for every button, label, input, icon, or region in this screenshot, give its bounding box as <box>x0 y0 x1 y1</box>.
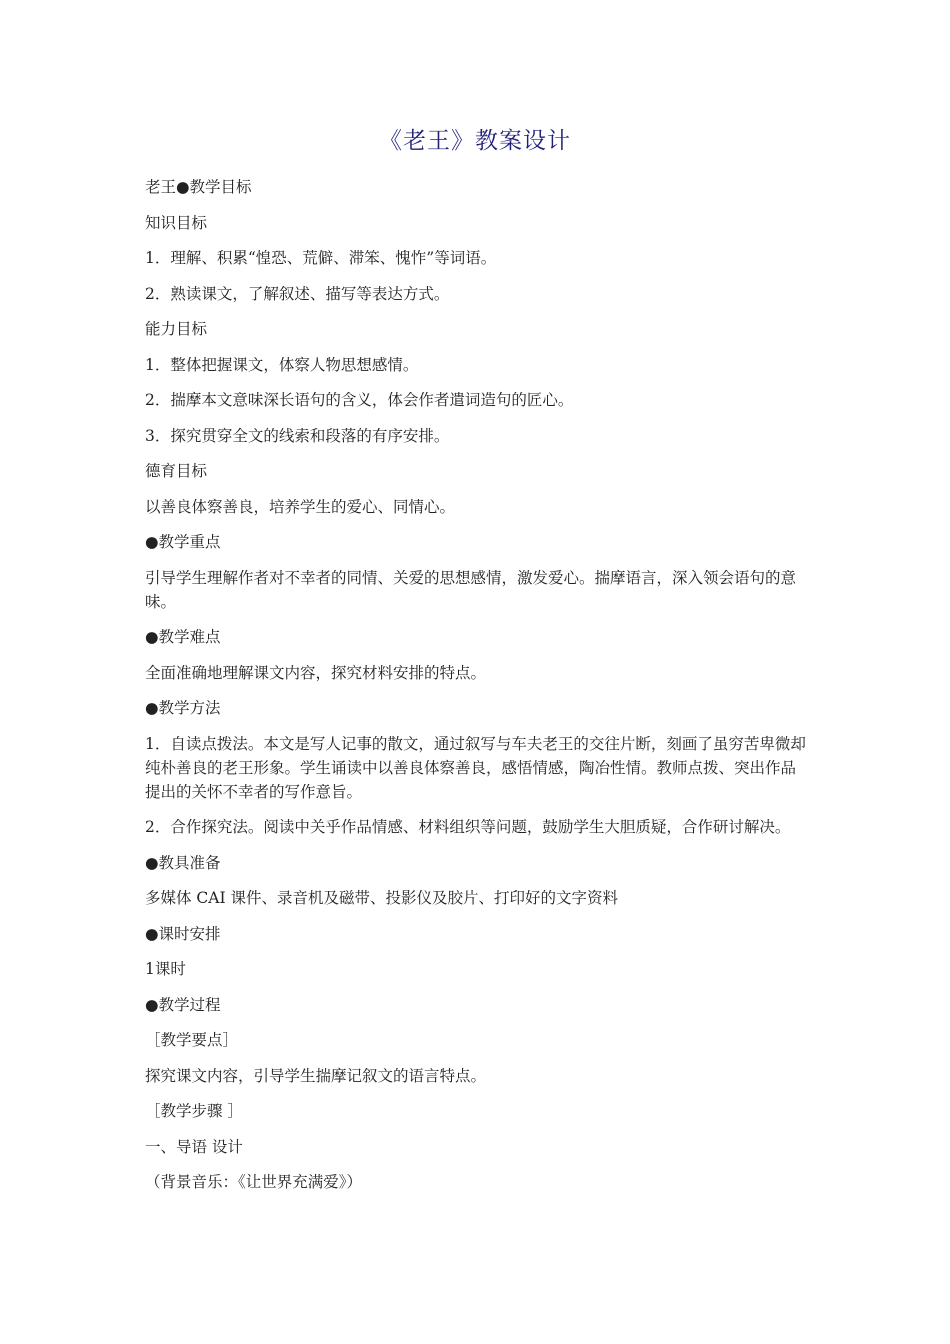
section-heading: 知识目标 <box>145 213 208 232</box>
paragraph: 全面准确地理解课文内容，探究材料安排的特点。 <box>145 663 487 682</box>
section-heading: ●教具准备 <box>145 853 221 872</box>
paragraph: 2．揣摩本文意味深长语句的含义，体会作者遣词造句的匠心。 <box>145 391 574 409</box>
paragraph: 1．整体把握课文，体察人物思想感情。 <box>145 355 419 374</box>
paragraph: 1课时 <box>145 960 186 978</box>
paragraph: 1．理解、积累“惶恐、荒僻、滞笨、愧怍”等词语。 <box>145 249 497 267</box>
section-heading: ●教学重点 <box>145 533 221 551</box>
paragraph: ［教学要点］ <box>145 1031 239 1049</box>
paragraph: 一、导语 设计 <box>145 1137 243 1156</box>
section-heading: 能力目标 <box>145 320 208 338</box>
paragraph: 探究课文内容，引导学生揣摩记叙文的语言特点。 <box>145 1066 487 1085</box>
paragraph: 2．熟读课文，了解叙述、描写等表达方式。 <box>145 284 450 303</box>
section-heading: ●教学方法 <box>145 699 221 717</box>
section-heading: 德育目标 <box>145 462 208 480</box>
section-heading: ●教学过程 <box>145 995 221 1014</box>
paragraph: 以善良体察善良，培养学生的爱心、同情心。 <box>145 497 456 516</box>
section-heading: ●课时安排 <box>145 924 221 943</box>
paragraph: ［教学步骤 ］ <box>145 1102 243 1120</box>
section-heading: ●教学难点 <box>145 628 221 646</box>
document-title: 《老王》教案设计 <box>379 128 571 154</box>
paragraph: 2．合作探究法。阅读中关乎作品情感、材料组织等问题，鼓励学生大胆质疑，合作研讨解决。 <box>145 818 791 836</box>
document-body <box>145 175 810 1206</box>
paragraph: 老王●教学目标 <box>145 178 252 196</box>
paragraph: 3．探究贯穿全文的线索和段落的有序安排。 <box>145 426 450 445</box>
paragraph: 多媒体 CAI 课件、录音机及磁带、投影仪及胶片、打印好的文字资料 <box>145 889 619 907</box>
paragraph: 引导学生理解作者对不幸者的同情、关爱的思想感情，激发爱心。揣摩语言，深入领会语句的意味。 <box>145 568 797 611</box>
paragraph: （背景音乐：《让世界充满爱》） <box>145 1173 363 1191</box>
paragraph: 1．自读点拨法。本文是写人记事的散文，通过叙写与车夫老王的交往片断，刻画了虽穷苦卑微却纯朴善良的老王形象。学生诵读中以善良体察善良，感悟情感，陶冶性情。教师点拨、突出作品提出的关怀不幸者的写作意旨。 <box>145 734 806 801</box>
